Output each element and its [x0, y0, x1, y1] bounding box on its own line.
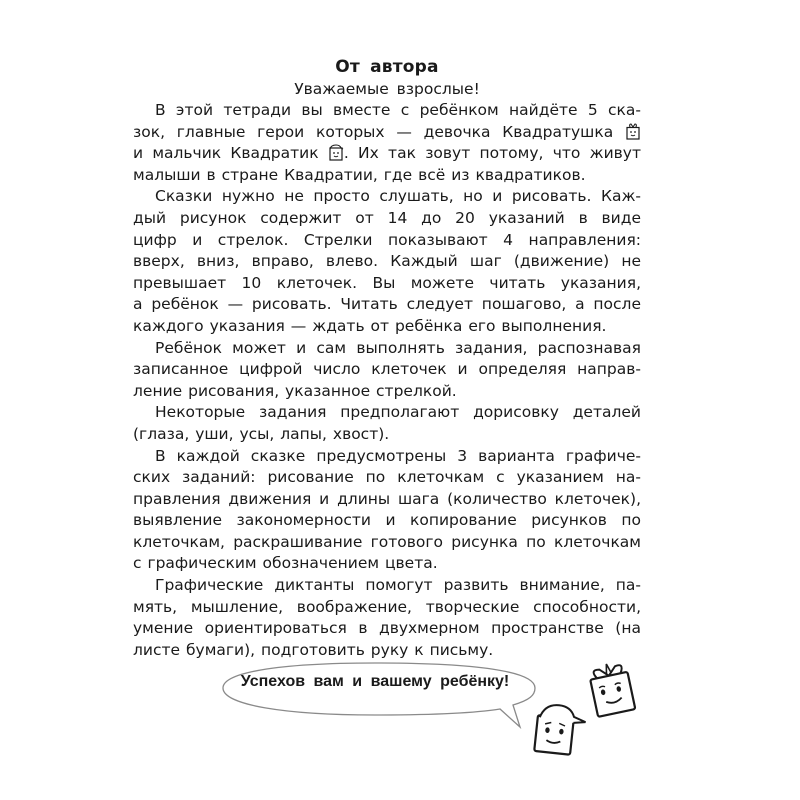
speech-bubble-outline [215, 655, 545, 735]
text-line: ских заданий: рисование по клеточкам с указанием на- [133, 468, 641, 487]
text-line: Некоторые задания предполагают дорисовку деталей [155, 403, 641, 422]
speech-bubble [215, 655, 545, 735]
text-line: листе бумаги), подготовить руку к письму. [133, 640, 494, 659]
text-line: с графическим обозначением цвета. [133, 554, 438, 573]
greeting-subtitle: Уважаемые взрослые! [294, 80, 480, 98]
text-line [133, 143, 641, 165]
text-line: Ребёнок может и сам выполнять задания, распознавая [155, 338, 641, 357]
girl-character-illustration [588, 660, 636, 717]
boy-character-icon [328, 144, 344, 161]
characters-illustration [530, 655, 650, 765]
paragraph-intro [133, 100, 641, 186]
paragraph-drawing-instructions [133, 186, 641, 337]
paragraph-details [133, 402, 641, 445]
text-line: дый рисунок содержит от 14 до 20 указаний в виде [133, 208, 641, 227]
text-segment: и мальчик Квадратик [133, 144, 319, 163]
speech-bubble-text: Успехов вам и вашему ребёнку! [240, 673, 510, 690]
text-segment: . Их так зовут потому, что живут [343, 144, 641, 163]
page-title: От автора [335, 57, 439, 77]
text-line: умение ориентироваться в двухмерном пространстве (на [133, 619, 641, 638]
text-line: (глаза, уши, усы, лапы, хвост). [133, 424, 390, 443]
boy-character-illustration [534, 703, 587, 756]
text-line: Сказки нужно не просто слушать, но и рисовать. Каж- [155, 187, 641, 206]
text-line: превышает 10 клеточек. Вы можете читать указания, [133, 273, 641, 292]
text-line [133, 122, 641, 144]
text-line: правления движения и длины шага (количество клеточек), [133, 489, 641, 508]
paragraph-task-variants [133, 446, 641, 576]
paragraph-benefits [133, 575, 641, 661]
text-segment: зок, главные герои которых — девочка Квадратушка [133, 122, 614, 141]
text-line: В этой тетради вы вместе с ребёнком найдёте 5 ска- [155, 101, 641, 119]
text-line: цифр и стрелок. Стрелки показывают 4 направления: [133, 230, 641, 249]
text-line: малыши в стране Квадратии, где всё из квадратиков. [133, 165, 586, 184]
text-line: В каждой сказке предусмотрены 3 варианта графиче- [155, 446, 641, 465]
text-line: выявление закономерности и копирование рисунков по [133, 511, 641, 530]
paragraph-self-study [133, 338, 641, 403]
text-line: клеточкам, раскрашивание готового рисунка по клеточкам [133, 532, 641, 551]
text-line: мять, мышление, воображение, творческие способности, [133, 597, 641, 616]
text-line: записанное цифрой число клеточек и определяя направ- [133, 360, 641, 379]
text-line: Графические диктанты помогут развить внимание, па- [155, 576, 641, 595]
text-line: каждого указания — ждать от ребёнка его выполнения. [133, 316, 607, 335]
author-foreword-page [133, 55, 641, 661]
text-line: вверх, вниз, вправо, влево. Каждый шаг (движение) не [133, 252, 641, 271]
text-line: а ребёнок — рисовать. Читать следует пошагово, а после [133, 295, 641, 314]
girl-character-icon [625, 123, 641, 140]
text-line: ление рисования, указанное стрелкой. [133, 381, 457, 400]
